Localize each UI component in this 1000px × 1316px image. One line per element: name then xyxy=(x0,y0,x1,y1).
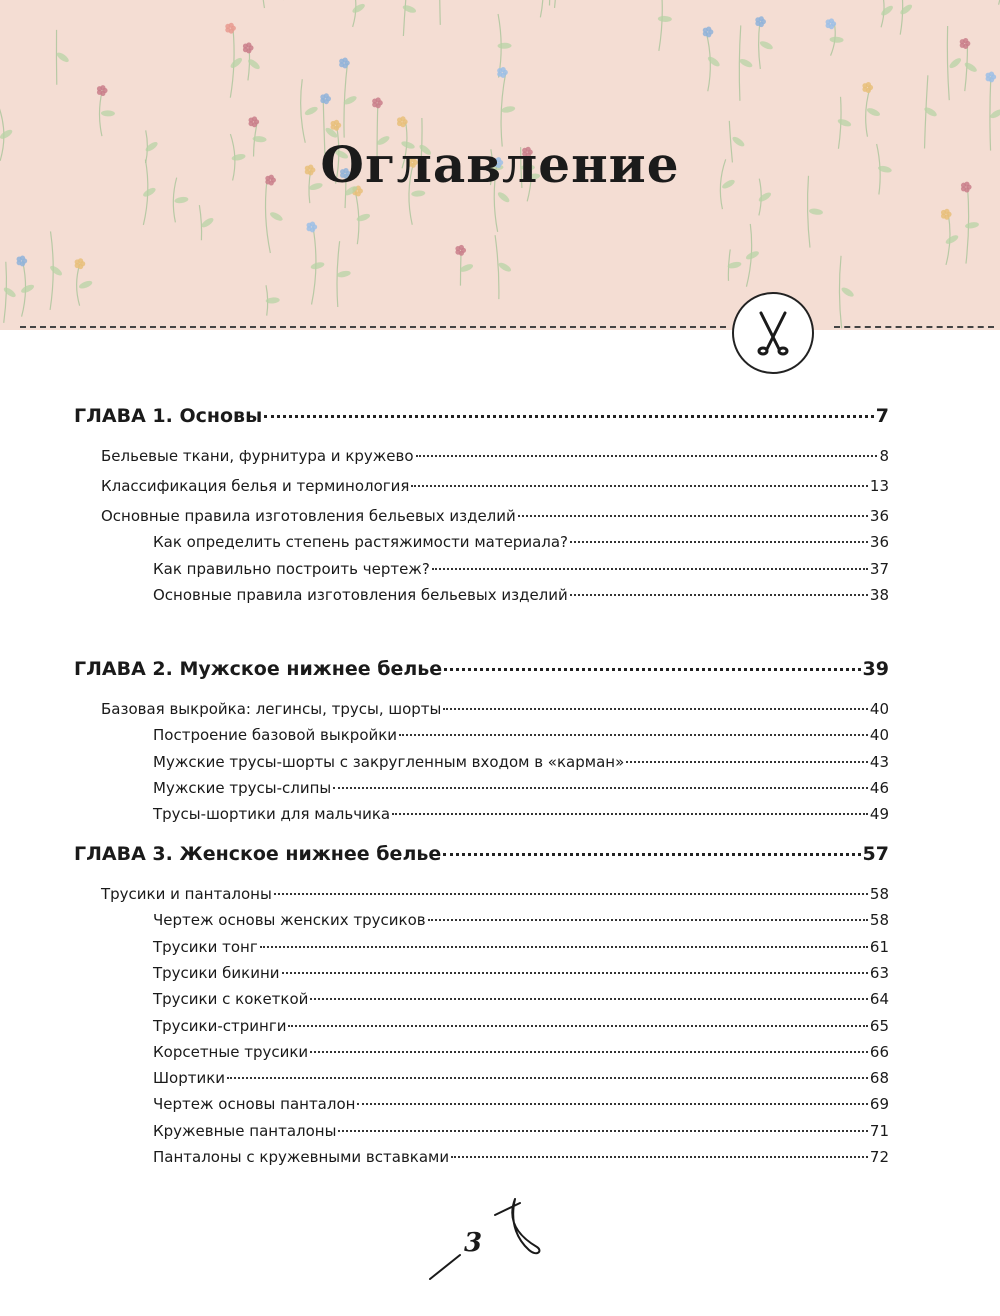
section-row[interactable] xyxy=(101,477,889,495)
chapter-title: ГЛАВА 1. Основы xyxy=(74,405,263,427)
section-title: Базовая выкройка: легинсы, трусы, шорты xyxy=(101,700,442,718)
dot-leader xyxy=(416,455,878,457)
section-page: 58 xyxy=(869,885,889,903)
section-title: Построение базовой выкройки xyxy=(153,726,398,745)
section-page: 65 xyxy=(869,1016,889,1035)
needle-thread-icon xyxy=(425,1195,555,1285)
dot-leader xyxy=(518,515,868,517)
subsection-row[interactable] xyxy=(153,586,889,604)
section-title: Шортики xyxy=(153,1069,226,1088)
dot-leader xyxy=(411,485,867,487)
scissors-badge xyxy=(732,292,814,374)
section-title: Трусики и панталоны xyxy=(101,885,272,903)
section-title: Корсетные трусики xyxy=(153,1042,309,1061)
section-title: Чертеж основы панталон xyxy=(153,1095,356,1114)
section-page: 66 xyxy=(869,1042,889,1061)
section-page: 36 xyxy=(869,533,889,552)
section-title: Кружевные панталоны xyxy=(153,1121,337,1140)
chapter-row[interactable] xyxy=(74,843,889,865)
section-title: Как определить степень растяжимости материала? xyxy=(153,533,569,552)
section-title: Трусики тонг xyxy=(153,937,258,956)
subsection-row[interactable] xyxy=(153,753,889,771)
subsection-row[interactable] xyxy=(153,1043,889,1061)
dot-leader xyxy=(570,541,868,543)
dot-leader xyxy=(338,1130,867,1132)
dot-leader xyxy=(432,568,868,570)
subsection-row[interactable] xyxy=(153,1148,889,1166)
section-page: 46 xyxy=(869,778,889,797)
subsection-row[interactable] xyxy=(153,1122,889,1140)
dot-leader xyxy=(444,668,860,671)
section-page: 72 xyxy=(869,1148,889,1166)
section-title: Трусики-стринги xyxy=(153,1016,287,1035)
dot-leader xyxy=(288,1025,867,1027)
subsection-row[interactable] xyxy=(153,1095,889,1113)
chapter-title: ГЛАВА 2. Мужское нижнее белье xyxy=(74,658,443,680)
section-row[interactable] xyxy=(101,700,889,718)
section-page: 37 xyxy=(869,559,889,578)
header-banner xyxy=(0,0,1000,330)
section-title: Мужские трусы-шорты с закругленным входом в «карман» xyxy=(153,752,625,771)
chapter-title: ГЛАВА 3. Женское нижнее белье xyxy=(74,843,442,865)
dot-leader xyxy=(626,761,868,763)
chapter-row[interactable] xyxy=(74,405,889,427)
section-title: Бельевые ткани, фурнитура и кружево xyxy=(101,447,414,465)
section-page: 40 xyxy=(869,700,889,718)
section-page: 40 xyxy=(869,726,889,745)
subsection-row[interactable] xyxy=(153,1017,889,1035)
subsection-row[interactable] xyxy=(153,1069,889,1087)
section-title: Чертеж основы женских трусиков xyxy=(153,911,426,930)
dot-leader xyxy=(310,1051,868,1053)
page-title: Оглавление xyxy=(320,135,680,194)
section-page: 43 xyxy=(869,752,889,771)
section-title: Основные правила изготовления бельевых изделий xyxy=(101,507,516,525)
dot-leader xyxy=(399,734,868,736)
section-row[interactable] xyxy=(101,507,889,525)
dot-leader xyxy=(570,594,868,596)
dot-leader xyxy=(443,853,860,856)
section-page: 38 xyxy=(869,585,889,604)
section-title: Трусики с кокеткой xyxy=(153,990,309,1009)
chapter-page: 39 xyxy=(862,658,889,680)
section-title: Трусики бикини xyxy=(153,963,280,982)
dot-leader xyxy=(392,813,868,815)
section-page: 68 xyxy=(869,1069,889,1088)
section-row[interactable] xyxy=(101,885,889,903)
dot-leader xyxy=(310,998,868,1000)
section-page: 36 xyxy=(869,507,889,525)
section-title: Основные правила изготовления бельевых изделий xyxy=(153,585,568,604)
chapter-page: 57 xyxy=(862,843,889,865)
dot-leader xyxy=(443,708,868,710)
section-page: 58 xyxy=(869,911,889,930)
page-number: 3 xyxy=(464,1228,483,1258)
subsection-row[interactable] xyxy=(153,938,889,956)
section-title: Как правильно построить чертеж? xyxy=(153,559,430,578)
subsection-row[interactable] xyxy=(153,964,889,982)
section-page: 71 xyxy=(869,1121,889,1140)
section-page: 63 xyxy=(869,963,889,982)
subsection-row[interactable] xyxy=(153,990,889,1008)
section-row[interactable] xyxy=(101,447,889,465)
section-page: 64 xyxy=(869,990,889,1009)
dot-leader xyxy=(274,893,868,895)
chapter-row[interactable] xyxy=(74,658,889,680)
dot-leader xyxy=(333,787,868,789)
dot-leader xyxy=(451,1156,868,1158)
dashed-divider-left xyxy=(20,326,726,328)
subsection-row[interactable] xyxy=(153,533,889,551)
dot-leader xyxy=(260,946,868,948)
subsection-row[interactable] xyxy=(153,726,889,744)
section-page: 49 xyxy=(869,805,889,824)
subsection-row[interactable] xyxy=(153,779,889,797)
dot-leader xyxy=(264,415,874,418)
section-title: Трусы-шортики для мальчика xyxy=(153,805,391,824)
subsection-row[interactable] xyxy=(153,911,889,929)
scissors-icon xyxy=(749,309,797,357)
section-page: 61 xyxy=(869,937,889,956)
chapter-page: 7 xyxy=(875,405,889,427)
dot-leader xyxy=(357,1103,867,1105)
section-title: Классификация белья и терминология xyxy=(101,477,410,495)
dashed-divider-right xyxy=(834,326,994,328)
dot-leader xyxy=(428,919,868,921)
section-page: 69 xyxy=(869,1095,889,1114)
subsection-row[interactable] xyxy=(153,805,889,823)
section-page: 8 xyxy=(879,447,889,465)
section-title: Панталоны с кружевными вставками xyxy=(153,1148,450,1166)
subsection-row[interactable] xyxy=(153,560,889,578)
dot-leader xyxy=(227,1077,868,1079)
section-title: Мужские трусы-слипы xyxy=(153,778,332,797)
section-page: 13 xyxy=(869,477,889,495)
dot-leader xyxy=(282,972,868,974)
